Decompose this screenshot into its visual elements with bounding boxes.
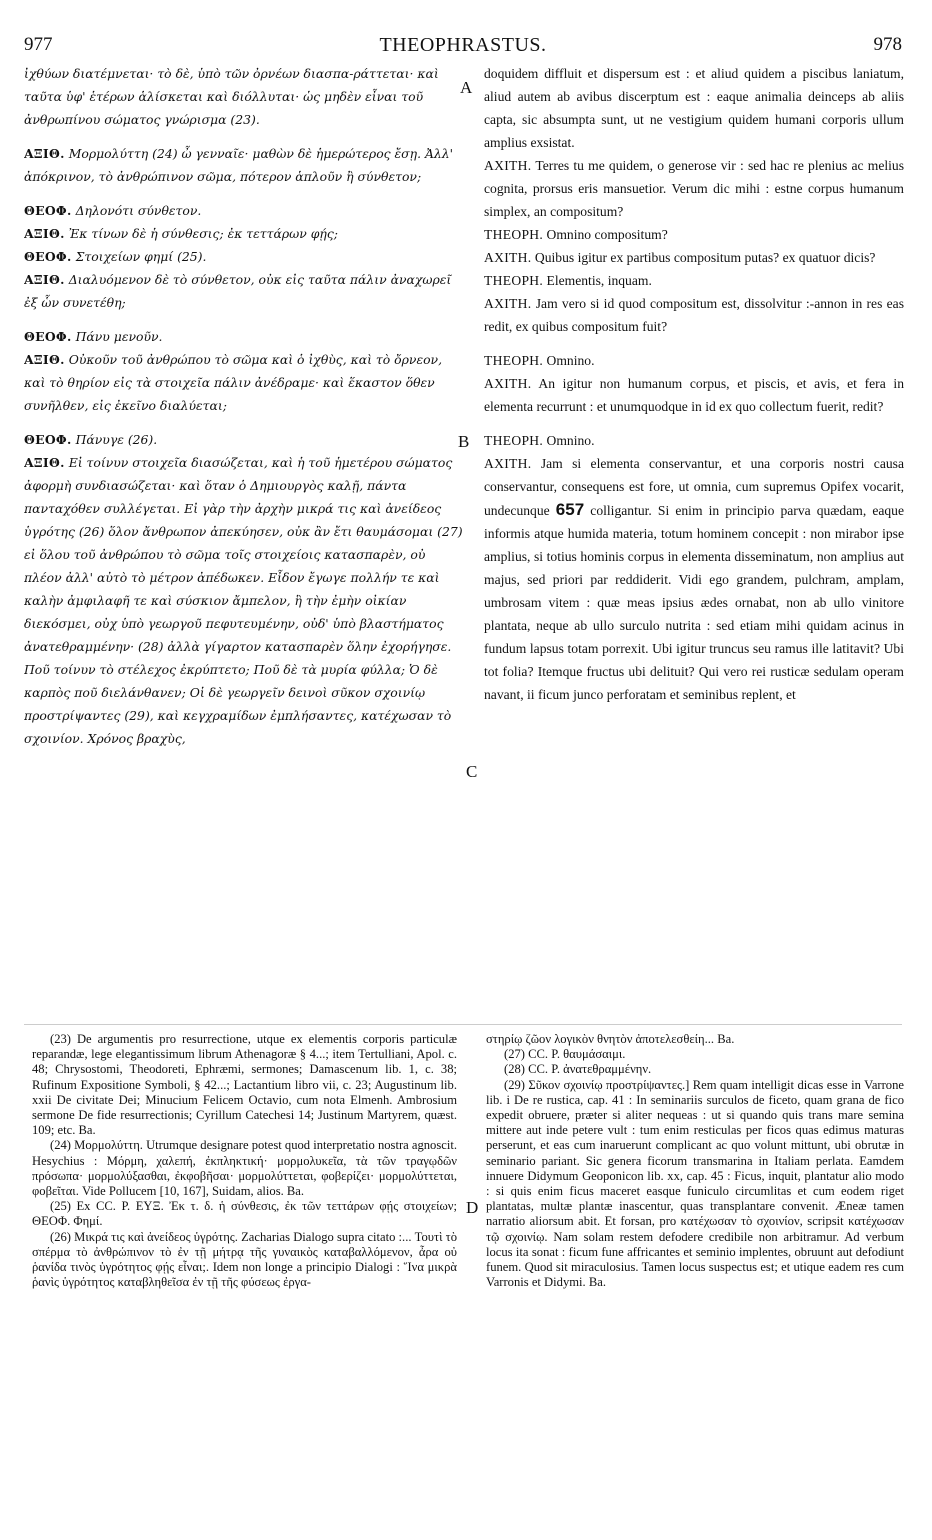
greek-paragraph: ΑΞΙΘ. Οὐκοῦν τοῦ ἀνθρώπου τὸ σῶμα καὶ ὁ ἰχθὺς, καὶ τὸ ὄρνεον, καὶ τὸ θηρίον εἰς τὰ στοιχεῖα πάλιν ἀνέδραμε· καὶ ἕκαστον ὅθεν συνῆλθεν, εἰς ἐκεῖνο διαλύεται;: [24, 352, 443, 413]
footnote-divider: [24, 1024, 902, 1025]
page-number-left: 977: [24, 34, 53, 55]
speaker-label: ΘΕΟΦ.: [24, 203, 72, 218]
speaker-label: AXITH.: [484, 158, 532, 173]
margin-marker-c: C: [466, 762, 478, 781]
speaker-label: THEOPH.: [484, 227, 544, 242]
running-title: THEOPHRASTUS.: [379, 34, 547, 56]
speaker-label: ΘΕΟΦ.: [24, 329, 72, 344]
footnote: (23) De argumentis pro resurrectione, utque ex elementis corporis particulæ reparandæ, lege elegantissimum librum Athenagoræ § 4...; item Tertulliani, Apol. c. 48; Chrysostomi, Theodoreti, Ephræmi, sermones; Damascenum lib. 1, c. 38; Rufinum Expositione Symboli, § 42...; Lactantium libro vii, c. 23; Augustinum lib. xxii De civitate Dei; Minucium Felicem Octavio, cum nota Elmenh. Ambrosium sermone De fide resurrectionis; Cyrillum Catechesi 14; Justinum Martyrem, quæst. 109; etc. Ba.: [32, 1032, 457, 1138]
page-header: [24, 34, 902, 60]
greek-text-column: [24, 62, 464, 750]
speaker-label: THEOPH.: [484, 353, 544, 368]
margin-marker-b: B: [458, 432, 470, 451]
footnote: (24) Μορμολύττη. Utrumque designare potest quod interpretatio nostra agnoscit. Hesychius : Μόρμη, χαλεπή, ἐκπληκτική· μορμολυκεῖα, τὰ τῶν τραγῳδῶν πρόσωπα· μορμολύξασθαι, ἐκφοβῆσαι· μορμολύττεται, φοβερίζει· μορμολύττεται, φοβεῖται. Vide Pollucem [10, 167], Suidam, alios. Ba.: [32, 1138, 457, 1199]
latin-text-column: [484, 62, 904, 706]
latin-paragraph: AXITH. Jam vero si id quod compositum est, dissolvitur :-annon in res eas redit, ex quibus compositum fuit?: [484, 296, 904, 334]
speaker-label: THEOPH.: [484, 273, 544, 288]
footnotes-right: [486, 1032, 904, 1290]
footnote: (28) CC. P. ἀνατεθραμμένην.: [504, 1062, 652, 1077]
greek-paragraph: ΘΕΟΦ. Δηλονότι σύνθετον.: [24, 203, 202, 218]
speaker-label: ΑΞΙΘ.: [24, 226, 65, 241]
margin-marker-a: A: [460, 78, 473, 97]
speaker-label: THEOPH.: [484, 433, 544, 448]
latin-paragraph: AXITH. Terres tu me quidem, o generose vir : sed hac re plenius ac melius cognita, prorsus eris mansuetior. Verum dic mihi : estne corpus humanum simplex, an compositum?: [484, 158, 904, 219]
speaker-label: AXITH.: [484, 250, 532, 265]
greek-paragraph: ΑΞΙΘ. Διαλυόμενον δὲ τὸ σύνθετον, οὐκ εἰς ταῦτα πάλιν ἀναχωρεῖ ἐξ ὧν συνετέθη;: [24, 272, 452, 310]
speaker-label: ΑΞΙΘ.: [24, 352, 65, 367]
greek-paragraph: ΘΕΟΦ. Πάνυ μενοῦν.: [24, 329, 163, 344]
margin-marker-d: D: [466, 1198, 479, 1217]
footnote: (25) Ex CC. P. ΕΥΞ. Ἐκ τ. δ. ἡ σύνθεσις, ἐκ τῶν τεττάρων φῄς στοιχείων; ΘΕΟΦ. Φημί.: [32, 1199, 457, 1229]
latin-paragraph: AXITH. Quibus igitur ex partibus compositum putas? ex quatuor dicis?: [484, 250, 876, 265]
footnote: στηρίῳ ζῶον λογικὸν θνητὸν ἀποτελεσθείη... Ba.: [486, 1032, 735, 1046]
speaker-label: ΘΕΟΦ.: [24, 249, 72, 264]
latin-paragraph: THEOPH. Omnino.: [484, 433, 595, 448]
greek-paragraph: ΘΕΟΦ. Πάνυγε (26).: [24, 432, 158, 447]
latin-paragraph: THEOPH. Omnino compositum?: [484, 227, 668, 242]
greek-paragraph: ΘΕΟΦ. Στοιχείων φημί (25).: [24, 249, 207, 264]
footnote: (26) Μικρά τις καὶ ἀνείδεος ὑγρότης. Zacharias Dialogo supra citato :... Τουτὶ τὸ σπέρμα τὸ ἀνθρώπινον τὸ ἐν τῇ μήτρᾳ τῆς γυναικὸς καταβαλλόμενον, ἆρα οὐ ῥανίδα τινὸς ὑγρότητος φῄς εἶναι;. Idem non longe a principio Dialogi : Ἵνα μικρὰ ῥανὶς ὑγρότητος καταβληθεῖσα ἐν τῇ τῆς φύσεως ἐργα-: [32, 1229, 457, 1290]
latin-paragraph: AXITH. Jam si elementa conservantur, et una corporis nostri causa conservantur, consequens est fore, ut omnia, cum supremus Opifex vocarit, undecunque 657 colligantur. Si enim in principio parva quædam, eaque informis atque humida materia, totum hominem concepit : non mirabor ipse amplius, si totius hominis corpus in elementa disseminatum, non amplius aut majus, sed priori par reddiderit. Vidi ego grandem, pulchram, amplam, umbrosam vitem : quæ meas ipsius ædes ornabat, non ab ullo vinitore plantata, neque ab ullo surculo nutrita : sed etiam mihi quidam acinus in fundum lapsus totam porrexit. Ubi igitur truncus seu ramus ille latitavit? Ubi tot folia? Itemque fructus ubi delituit? Qui vero rei rusticæ sedulam operam navant, ii ficum junco perforatam et seminibus replent, et: [484, 456, 904, 702]
latin-paragraph: THEOPH. Omnino.: [484, 353, 595, 368]
speaker-label: ΑΞΙΘ.: [24, 455, 65, 470]
speaker-label: AXITH.: [484, 376, 532, 391]
greek-paragraph: ΑΞΙΘ. Εἰ τοίνυν στοιχεῖα διασώζεται, καὶ ἡ τοῦ ἡμετέρου σώματος ἀφορμὴ συνδιασώζεται· καὶ ὅταν ὁ Δημιουργὸς καλῇ, πάντα πανταχόθεν συλλέγεται. Εἰ γὰρ τὴν ἀρχὴν μικρά τις καὶ ἀνείδεος ὑγρότης (26) ὅλον ἄνθρωπον ἀπεκύησεν, οὐκ ἂν ἔτι θαυμάσομαι (27) εἰ ὅλου τοῦ ἀνθρώπου τὸ σῶμα τοῖς στοιχείοις κατασπαρὲν, οὐ πλέον ἀλλ' αὐτὸ τὸ μέτρον ἀπέδωκεν. Εἶδον ἔγωγε πολλήν τε καὶ καλὴν ἀμφιλαφῆ τε καὶ σύσκιον ἄμπελον, ἣ τὴν ἐμὴν οἰκίαν διεκόσμει, οὐχ ὑπὸ γεωργοῦ πεφυτευμένην, οὐδ' ὑπὸ βλαστήματος ἀνατεθραμμένην· (28) ἀλλὰ γίγαρτον κατασπαρὲν ὅλην ἐχορήγησε. Ποῦ τοίνυν τὸ στέλεχος ἐκρύπτετο; Ποῦ δὲ τὰ μυρία φύλλα; Ὁ δὲ καρπὸς ποῦ διελάνθανεν; Οἱ δὲ γεωργεῖν δεινοὶ σῦκον σχοινίῳ προστρίψαντες (29), καὶ κεγχραμίδων ἐμπλήσαντες, κατέχωσαν τὸ σχοινίον. Χρόνος βραχὺς,: [24, 455, 463, 746]
latin-paragraph: THEOPH. Elementis, inquam.: [484, 273, 652, 288]
footnote: (29) Σῦκον σχοινίῳ προστρίψαντες.] Rem quam intelligit dicas esse in Varrone lib. i De re rustica, cap. 41 : In seminariis surculos de ficeto, quam grana de fico expedit obruere, præter si aliter nequeas : ut si quando quis trans mare semina mittere aut inde petere vult : tum enim resticulas per ficos quas edimus maturas perserunt, et eas cum inaruerunt complicant ac quo volunt mittunt, ubi obrutæ in seminario pariant. Sic genera ficorum transmarina in Italiam perlata. Eamdem innuere Didymum Geoponicon lib. xx, cap. 45 : Ficus, inquit, plantatur alio modo : si quis enim ficus maceret easque funiculo circumlitas et cum eodem riget plantatas, multæ plantæ inascentur, quas transplantare convenit. Æneæ tamen narratio aliorsum abit. Et forsan, pro κατέχωσαν τὸ σχοινίον, scripsit κατέχωσαν τῷ σχοινίῳ. Nam solam restem defodere credibile non arbitramur. Ad verbum locus ita sonat : ficum fune affricantes et seminio implentes, obruunt aut defodiunt funem. Quod sit miraculosius. Tamen locus suspectus est; et utique eadem res cum Varronis et Didymi. Ba.: [486, 1077, 904, 1290]
speaker-label: ΘΕΟΦ.: [24, 432, 72, 447]
greek-paragraph: ΑΞΙΘ. Ἐκ τίνων δὲ ἡ σύνθεσις; ἐκ τεττάρων φῄς;: [24, 226, 338, 241]
speaker-label: ΑΞΙΘ.: [24, 146, 65, 161]
page-number-right: 978: [873, 34, 902, 55]
latin-paragraph: doquidem diffluit et dispersum est : et aliud quidem a piscibus laniatum, aliud autem ab avibus discerptum est : eaque animalia deinceps ab aliis capta, sic absumpta sunt, ut ne vestigium quidem humani corporis ullum amplius exsistat.: [484, 66, 904, 150]
column-number: 657: [555, 500, 585, 519]
greek-paragraph: ἰχθύων διατέμνεται· τὸ δὲ, ὑπὸ τῶν ὀρνέων διασπα-ράττεται· καὶ ταῦτα ὑφ' ἑτέρων ἁλίσκεται καὶ διόλλυται· ὡς μηδὲν εἶναι τοῦ ἀνθρωπίνου σώματος γνώρισμα (23).: [24, 66, 439, 127]
greek-paragraph: ΑΞΙΘ. Μορμολύττη (24) ὦ γενναῖε· μαθὼν δὲ ἡμερώτερος ἔσῃ. Ἀλλ' ἀπόκρινον, τὸ ἀνθρώπινον σῶμα, πότερον ἁπλοῦν ἢ σύνθετον;: [24, 146, 454, 184]
footnotes-left: [32, 1032, 457, 1290]
latin-paragraph: AXITH. An igitur non humanum corpus, et piscis, et avis, et fera in elementa recurrunt : et unumquodque in id ex quo collectum fuerit, redit?: [484, 376, 904, 414]
footnote: (27) CC. P. θαυμάσαιμι.: [504, 1047, 626, 1062]
speaker-label: AXITH.: [484, 296, 532, 311]
speaker-label: AXITH.: [484, 456, 532, 471]
speaker-label: ΑΞΙΘ.: [24, 272, 65, 287]
